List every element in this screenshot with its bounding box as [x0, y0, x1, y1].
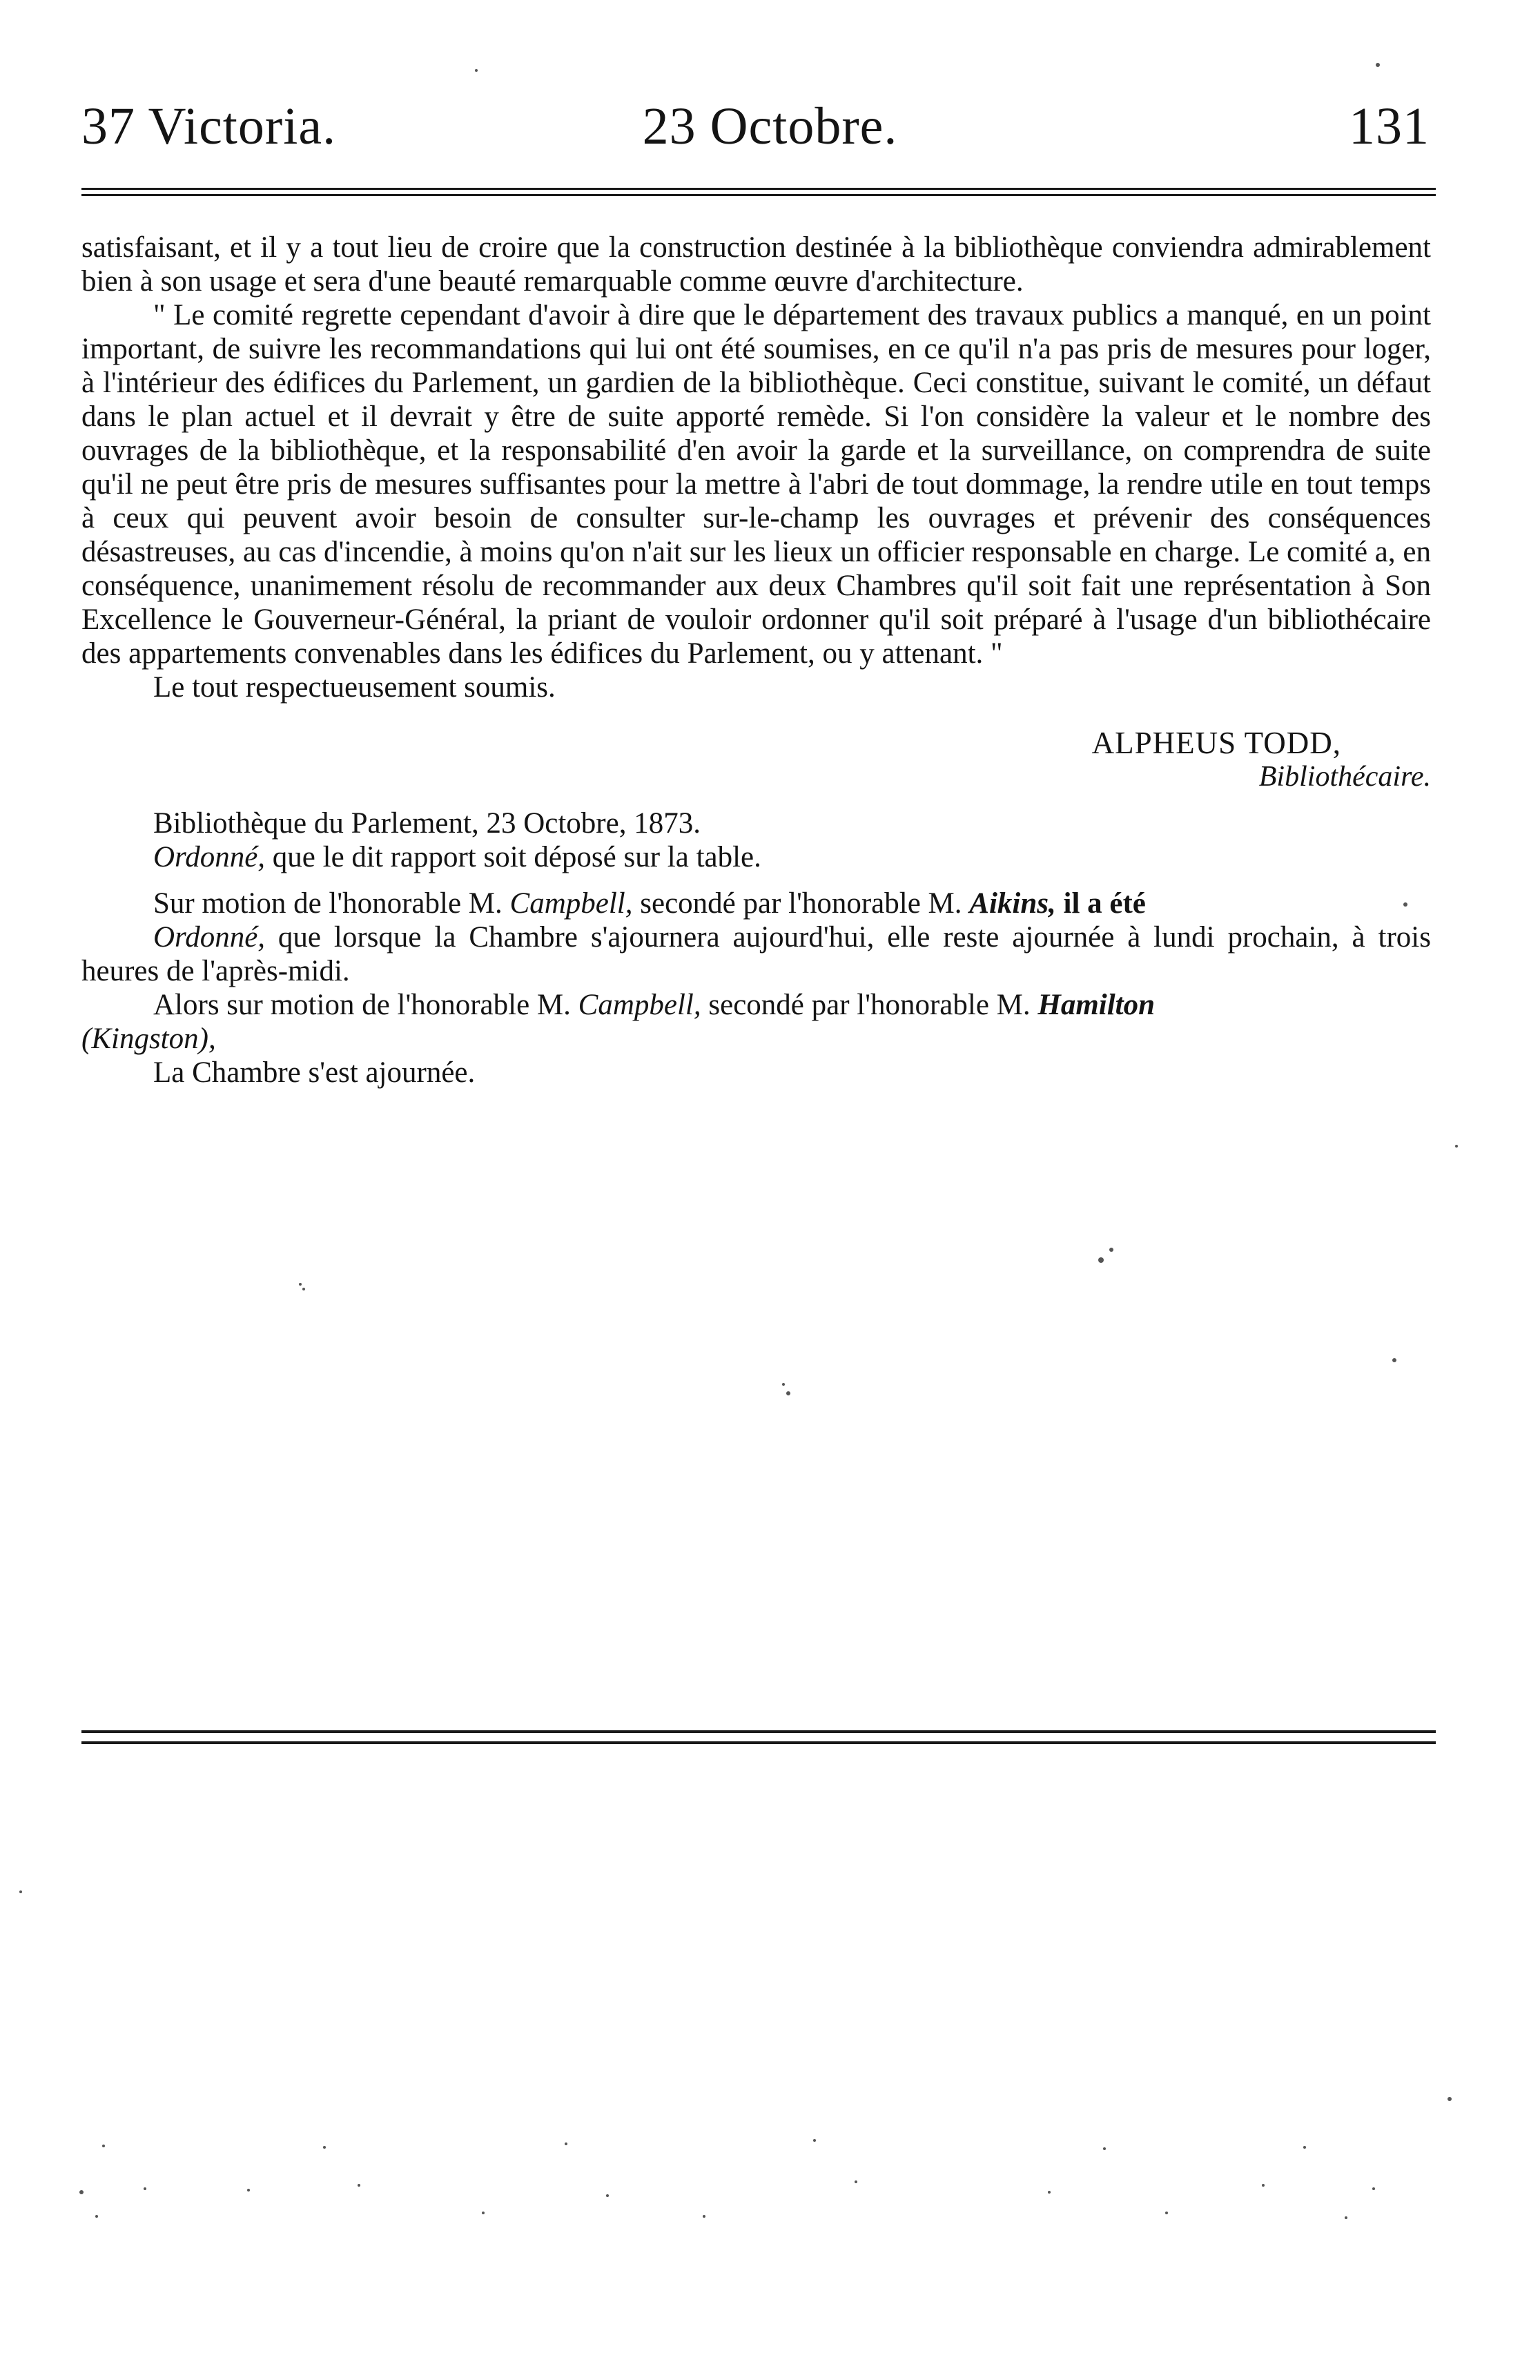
signature-block [81, 726, 1431, 794]
header-date: 23 Octobre. [642, 97, 898, 155]
mover-name: Campbell, [509, 887, 633, 920]
motion-text: Alors sur motion de l'honorable M. [153, 989, 578, 1021]
header-rule [81, 188, 1436, 196]
seconder-name: Aikins, [969, 887, 1056, 920]
house-adjourned: La Chambre s'est ajournée. [153, 1056, 476, 1089]
motion-text: il a été [1055, 887, 1146, 920]
constituency: (Kingston), [81, 1023, 216, 1055]
signature-name: ALPHEUS TODD, [1091, 726, 1341, 760]
motion-adjourn [81, 988, 1431, 1022]
order-text: que le dit rapport soit déposé sur la table. [265, 841, 761, 873]
motion-text: Sur motion de l'honorable M. [153, 887, 510, 920]
paragraph-submitted: Le tout respectueusement soumis. [153, 671, 556, 704]
page-number: 131 [1349, 97, 1430, 155]
seconder-constituency [81, 1022, 1431, 1056]
mover-name: Campbell, [578, 989, 701, 1021]
footer-rule [81, 1730, 1436, 1744]
page-header [0, 97, 1540, 159]
place-date: Bibliothèque du Parlement, 23 Octobre, 1873. [153, 807, 701, 840]
motion-text: secondé par l'honorable M. [632, 887, 970, 920]
order-label: Ordonné, [153, 921, 266, 954]
motion-text: secondé par l'honorable M. [701, 989, 1038, 1021]
motion-order [81, 920, 1431, 988]
seconder-name: Hamilton [1037, 989, 1156, 1021]
page-body [81, 231, 1431, 1090]
signature-title: Bibliothécaire. [1258, 761, 1431, 793]
order-label: Ordonné, [153, 841, 266, 873]
order-tabled [81, 840, 1431, 874]
header-session: 37 Victoria. [81, 97, 337, 155]
paragraph-continuation: satisfaisant, et il y a tout lieu de croire que la construction destinée à la bibliothèque conviendra admirablement bien à son usage et sera d'une beauté remarquable comme œuvre d'architecture. [81, 231, 1431, 298]
paragraph-committee-report: " Le comité regrette cependant d'avoir à dire que le département des travaux publics a manqué, en un point important, de suivre les recommandations qui lui ont été soumises, en ce qu'il n'a pas pris de mesures pour loger, à l'intérieur des édifices du Parlement, un gardien de la bibliothèque. Ceci constitue, suivant le comité, un défaut dans le plan actuel et il devrait y être de suite apporté remède. Si l'on considère la valeur et le nombre des ouvrages de la bibliothèque, et la responsabilité d'en avoir la garde et la surveillance, on comprendra de suite qu'il ne peut être pris de mesures suffisantes pour la mettre à l'abri de tout dommage, la rendre utile en tout temps à ceux qui peuvent avoir besoin de consulter sur-le-champ les ouvrages et prévenir des conséquences désastreuses, au cas d'incendie, à moins qu'on n'ait sur les lieux un officier responsable en charge. Le comité a, en conséquence, unanimement résolu de recommander aux deux Chambres qu'il soit fait une représentation à Son Excellence le Gouverneur-Général, la priant de vouloir ordonner qu'il soit préparé à l'usage d'un bibliothécaire des appartements convenables dans les édifices du Parlement, ou y attenant. " [81, 299, 1431, 670]
motion-text: que lorsque la Chambre s'ajournera aujourd'hui, elle reste ajournée à lundi prochain, à trois heures de l'après-midi. [81, 921, 1431, 987]
motion-adjournment-monday [81, 887, 1431, 920]
